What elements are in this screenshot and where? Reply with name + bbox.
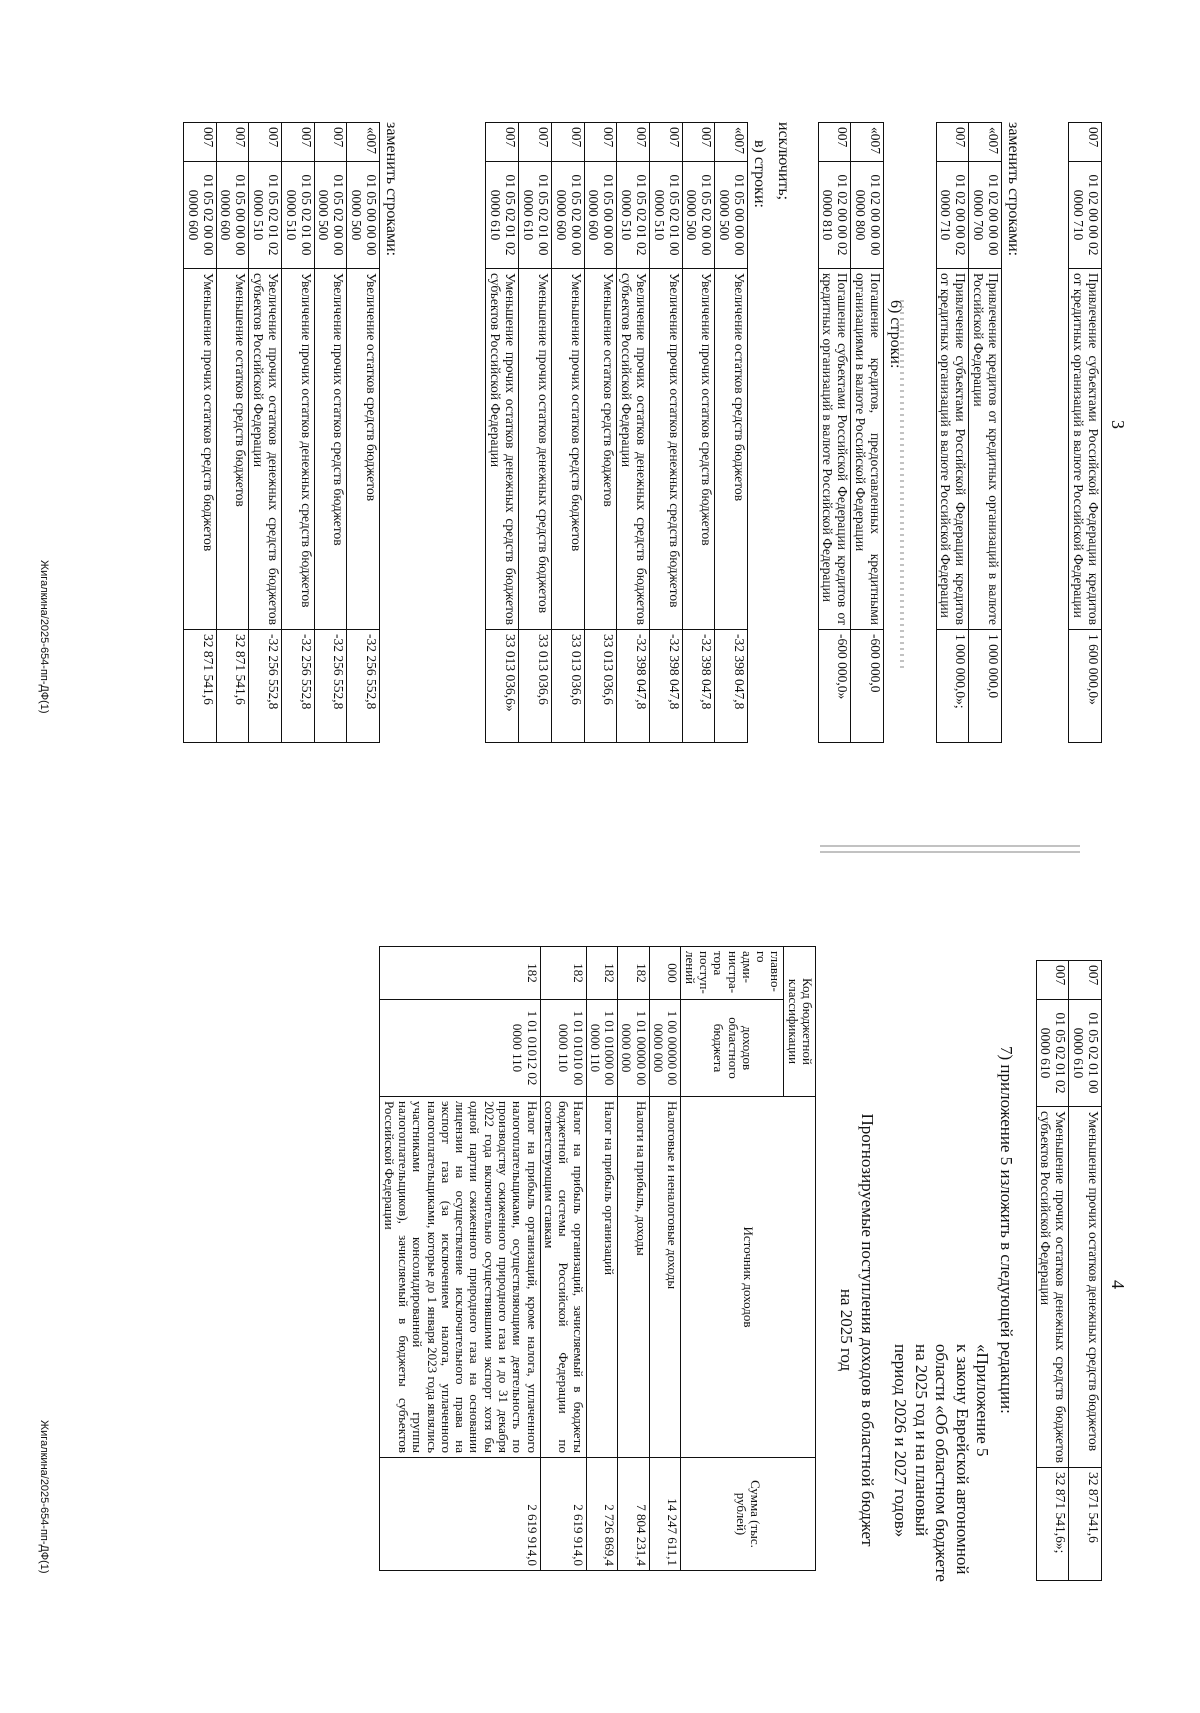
table-row: 007 01 05 02 01 02 0000 510 Увеличение прочих остатков денежных средств бюджетов субъектов Российской Федерации -32 256 552,8 [249, 123, 282, 743]
scan-artifact [820, 845, 1080, 853]
income-header: доходов областного бюджета [681, 1000, 784, 1097]
table-row: «007 01 05 00 00 00 0000 500 Увеличение остатков средств бюджетов -32 398 047,8 [715, 123, 748, 743]
intro-table [1036, 960, 1102, 1581]
admin-header: главно-го адми-нистра-тора поступ-лений [681, 947, 784, 1000]
table-row: 007 01 05 02 01 00 0000 510 Увеличение прочих остатков денежных средств бюджетов -32 256 552,8 [281, 123, 314, 743]
table-row: «007 01 02 00 00 00 0000 700 Привлечение кредитов от кредитных организаций в валюте Российской Федерации 1 000 000,0 [969, 123, 1002, 743]
table-row: «007 01 05 00 00 00 0000 500 Увеличение остатков средств бюджетов -32 256 552,8 [347, 123, 380, 743]
page-4 [0, 860, 1200, 1713]
page-number: 3 [1108, 420, 1128, 429]
replace2-label: заменить строками: [383, 122, 400, 257]
replace2-table [183, 122, 380, 743]
replace-label: заменить строками: [1005, 122, 1022, 257]
income-table [379, 946, 816, 1571]
table-row: 007 01 05 02 01 02 0000 510 Увеличение прочих остатков денежных средств бюджетов субъектов Российской Федерации -32 398 047,8 [617, 123, 650, 743]
table-row: 007 01 05 02 01 02 0000 610 Уменьшение прочих остатков денежных средств бюджетов субъектов Российской Федерации 32 871 541,6»; [1036, 961, 1069, 1581]
table-row: 182 1 01 00000 00 0000 000 Налоги на прибыль, доходы 7 804 231,4 [618, 947, 650, 1571]
table-row: 007 01 05 02 01 02 0000 610 Уменьшение прочих остатков денежных средств бюджетов субъектов Российской Федерации 33 013 036,6» [486, 123, 519, 743]
section-v-table [486, 122, 749, 743]
table-row: 007 01 05 00 00 00 0000 600 Уменьшение остатков средств бюджетов 32 871 541,6 [216, 123, 249, 743]
table-title: Прогнозируемые поступления доходов в областной бюджет на 2025 год [836, 1113, 877, 1547]
intro-table [1068, 122, 1102, 743]
table-row: 000 1 00 00000 00 0000 000 Налоговые и неналоговые доходы 14 247 611,1 [649, 947, 681, 1571]
exclude-label: исключить; [775, 122, 792, 201]
scan-artifact [900, 300, 904, 670]
source-header: Источник доходов [681, 1097, 816, 1458]
table-row: 007 01 02 00 00 02 0000 810 Погашение субъектами Российской Федерации кредитов от кредитных организаций в валюте Российской Федерации -600 000,0» [818, 123, 851, 743]
section-v-label: в) строки: [751, 140, 768, 208]
table-row: 182 1 01 01012 02 0000 110 Налог на прибыль организаций, кроме налога, уплаченного налогоплательщиками, осуществляющими деятельность по производству сжиженного природного газа и до 31 декабря 2022 года включительно осуществившими экспорт хотя бы одной партии сжиженного природного газа на основании лицензии на осуществление исключительного права на экспорт газа (за исключением налога, уплаченного налогоплательщиками, которые до 1 января 2023 года являлись участниками консолидированной группы налогоплательщиков), зачисляемый в бюджеты субъектов Российской Федерации 2 619 914,0 [380, 947, 540, 1571]
page-number: 4 [1108, 1280, 1128, 1289]
kbk-header: Код бюджетной классификации [784, 947, 816, 1097]
section-6-label: 6) строки: [887, 300, 904, 369]
page-footer: Жигалкина/2025-654-пп-ДФ(1) [38, 560, 50, 714]
table-row: 007 01 05 02 00 00 0000 600 Уменьшение прочих остатков средств бюджетов 33 013 036,6 [551, 123, 584, 743]
table-row: 007 01 05 02 01 00 0000 510 Увеличение прочих остатков денежных средств бюджетов -32 398 047,8 [649, 123, 682, 743]
table-row: 182 1 01 01000 00 0000 110 Налог на прибыль организаций 2 726 869,4 [586, 947, 618, 1571]
replace-table [936, 122, 1002, 743]
table-row: 007 01 05 02 00 00 0000 600 Уменьшение прочих остатков средств бюджетов 32 871 541,6 [183, 123, 216, 743]
table-header-row [784, 947, 816, 1571]
section-6-table [818, 122, 884, 743]
item-7-text: 7) приложение 5 изложить в следующей редакции: [997, 1046, 1016, 1414]
table-row: «007 01 02 00 00 00 0000 800 Погашение кредитов, предоставленных кредитными организациями в валюте Российской Федерации -600 000,0 [851, 123, 884, 743]
appendix-header: «Приложение 5 к закону Еврейской автономной области «Об областном бюджете на 2025 год и на плановый период 2026 и 2027 годов» [891, 1344, 992, 1582]
table-row: 007 01 05 00 00 00 0000 600 Уменьшение остатков средств бюджетов 33 013 036,6 [584, 123, 617, 743]
table-row: 007 01 05 02 01 00 0000 610 Уменьшение прочих остатков денежных средств бюджетов 33 013 036,6 [519, 123, 552, 743]
table-row: 007 01 02 00 00 02 0000 710 Привлечение субъектами Российской Федерации кредитов от кредитных организаций в валюте Российской Федерации 1 600 000,0» [1069, 123, 1102, 743]
page-3 [0, 0, 1200, 840]
page-footer: Жигалкина/2025-654-пп-ДФ(1) [38, 1420, 50, 1574]
table-row: 182 1 01 01010 00 0000 110 Налог на прибыль организаций, зачисляемый в бюджеты бюджетной системы Российской Федерации по соответствующим ставкам 2 619 914,0 [540, 947, 586, 1571]
sum-header: Сумма (тыс. рублей) [681, 1458, 816, 1571]
table-row: 007 01 05 02 01 00 0000 610 Уменьшение прочих остатков денежных средств бюджетов 32 871 541,6 [1069, 961, 1102, 1581]
table-row: 007 01 05 02 00 00 0000 500 Увеличение прочих остатков средств бюджетов -32 398 047,8 [682, 123, 715, 743]
table-row: 007 01 02 00 00 02 0000 710 Привлечение субъектами Российской Федерации кредитов от кредитных организаций в валюте Российской Федерации 1 000 000,0»; [936, 123, 969, 743]
table-row: 007 01 05 02 00 00 0000 500 Увеличение прочих остатков средств бюджетов -32 256 552,8 [314, 123, 347, 743]
